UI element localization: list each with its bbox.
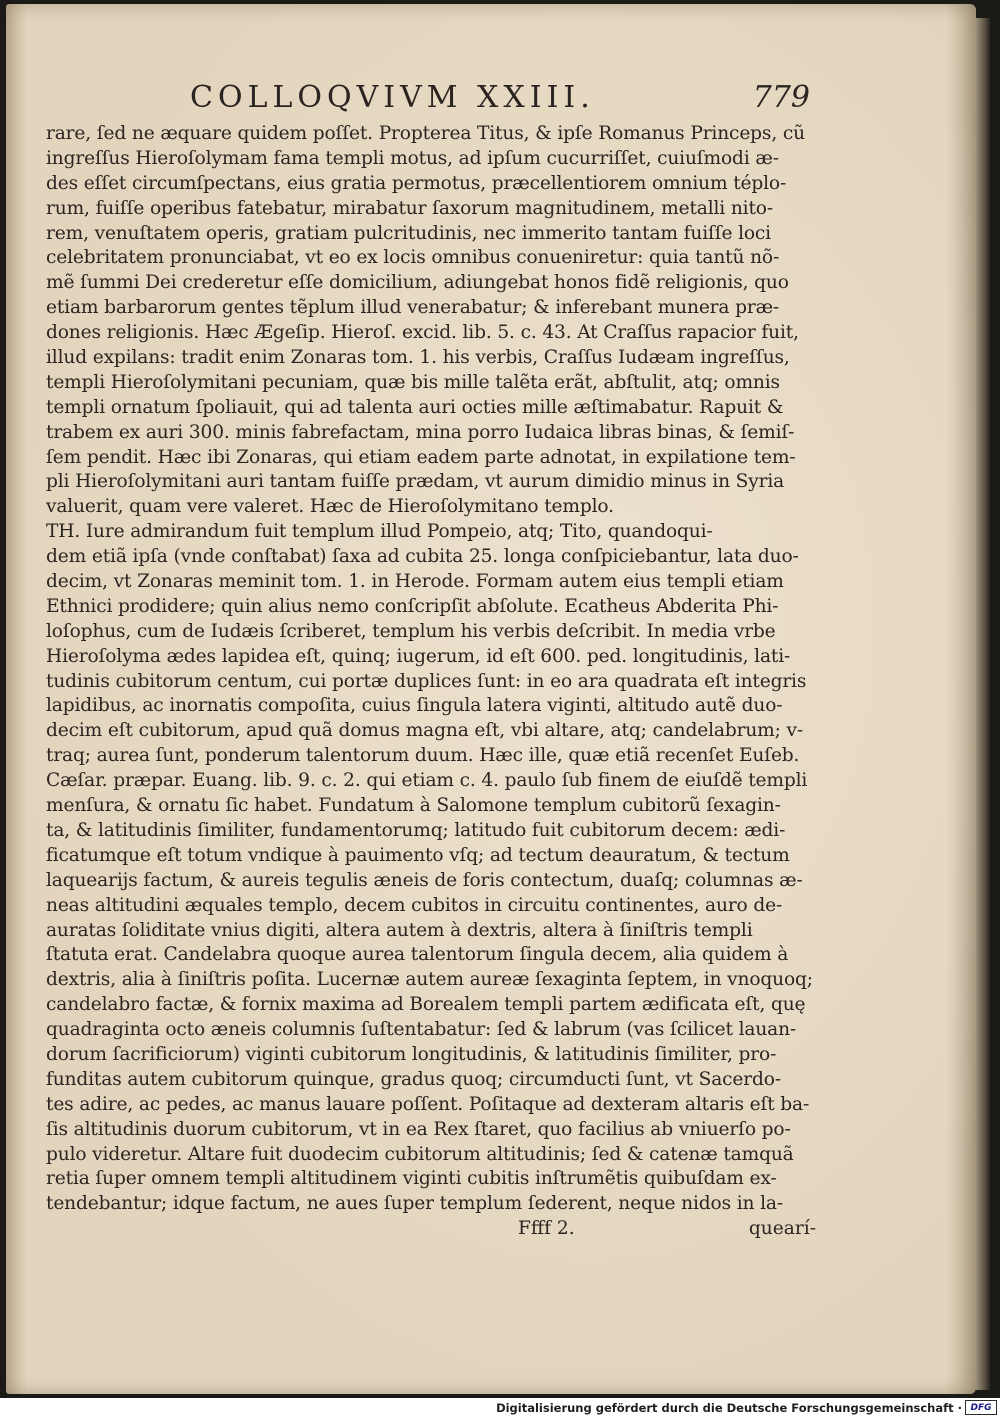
text-line: dones religionis. Hæc Ægeſip. Hieroſ. excid. lib. 5. c. 43. At Craſſus rapacior fuit, <box>46 322 799 344</box>
page-edge <box>976 18 990 1390</box>
text-line: rum, fuiſſe operibus fatebatur, mirabatur ſaxorum magnitudinem, metalli nito- <box>46 197 773 219</box>
signature-mark: Ffff 2. <box>518 1218 575 1239</box>
text-line: ta, & latitudinis ſimiliter, fundamentorumq; latitudo fuit cubitorum decem: ædi- <box>46 819 786 841</box>
text-line: des eſſet circumſpectans, eius gratia permotus, præcellentiorem omnium téplo- <box>46 172 787 194</box>
text-line: rem, venuſtatem operis, gratiam pulcritudinis, nec immerito tantam fuiſſe loci <box>46 222 771 244</box>
text-line: dextris, alia à ſiniſtris poſita. Lucernæ autem aureæ ſexaginta ſeptem, in vnoquoq; <box>46 969 813 991</box>
text-line: lapidibus, ac inornatis compoſita, cuius ſingula latera viginti, altitudo autẽ duo- <box>46 695 783 717</box>
text-line: TH. Iure admirandum fuit templum illud Pompeio, atq; Tito, quandoqui- <box>46 521 713 543</box>
text-line: ſtatuta erat. Candelabra quoque aurea talentorum ſingula decem, alia quidem à <box>46 944 789 966</box>
text-line: ingreſſus Hieroſolymam fama templi motus, ad ipſum cucurriſſet, cuiuſmodi æ- <box>46 147 779 169</box>
text-line: valuerit, quam vere valeret. Hæc de Hieroſolymitano templo. <box>46 496 614 518</box>
text-line: ficatumque eſt totum vndique à pauimento vſq; ad tectum deauratum, & tectum <box>46 844 790 866</box>
page-header <box>190 76 810 120</box>
text-line: rare, ſed ne æquare quidem poſſet. Propterea Titus, & ipſe Romanus Princeps, cũ <box>46 123 805 144</box>
text-line: funditas autem cubitorum quinque, gradus quoq; circumducti ſunt, vt Sacerdo- <box>46 1068 781 1090</box>
text-line: trabem ex auri 300. minis fabrefactam, mina porro Iudaica libras binas, & ſemiſ- <box>46 421 795 443</box>
text-line: Cæſar. præpar. Euang. lib. 9. c. 2. qui etiam c. 4. paulo ſub finem de eiuſdẽ templi <box>46 770 808 792</box>
text-line: Ethnici prodidere; quin alius nemo conſcripſit abſolute. Ecatheus Abderita Phi- <box>46 595 779 617</box>
running-title: COLLOQVIVM XXIII. <box>190 80 595 115</box>
text-line: dem etiã ipſa (vnde conſtabat) ſaxa ad cubita 25. longa conſpiciebantur, lata duo- <box>46 546 799 568</box>
text-line: decim eſt cubitorum, apud quã domus magna eſt, vbi altare, atq; candelabrum; v- <box>46 720 803 742</box>
text-line: templi Hieroſolymitani pecuniam, quæ bis mille talẽta erãt, abſtulit, atq; omnis <box>46 371 780 393</box>
funding-notice: Digitalisierung gefördert durch die Deutsche Forschungsgemeinschaft · <box>496 1401 962 1415</box>
text-line: retia ſuper omnem templi altitudinem viginti cubitis inſtrumẽtis quibuſdam ex- <box>46 1168 777 1190</box>
text-line: Hieroſolyma ædes lapidea eſt, quinq; iugerum, id eſt 600. ped. longitudinis, lati- <box>46 645 791 667</box>
text-line: ſem pendit. Hæc ibi Zonaras, qui etiam eadem parte adnotat, in expilatione tem- <box>46 446 796 468</box>
text-line: tendebantur; idque factum, ne aues ſuper templum ſederent, neque nidos in la- <box>46 1193 783 1215</box>
dfg-logo-icon: DFG <box>965 1400 997 1415</box>
text-line: candelabro factæ, & fornix maxima ad Borealem templi partem ædificata eſt, quę <box>46 994 806 1016</box>
text-line: menſura, & ornatu ſic habet. Fundatum à Salomone templum cubitorũ ſexagin- <box>46 795 781 817</box>
text-line: celebritatem pronunciabat, vt eo ex locis omnibus conueniretur: quia tantũ nõ- <box>46 247 780 269</box>
text-line: decim, vt Zonaras meminit tom. 1. in Herode. Formam autem eius templi etiam <box>46 571 784 593</box>
footer-bar <box>0 1398 1000 1419</box>
text-line: mẽ ſummi Dei crederetur eſſe domicilium, adiungebat honos fidẽ religionis, quo <box>46 272 789 294</box>
text-line: laquearijs factum, & aureis tegulis æneis de foris contectum, duaſq; columnas æ- <box>46 869 803 891</box>
page-number: 779 <box>752 80 810 115</box>
text-line: auratas ſoliditate vnius digiti, altera autem à dextris, altera à ſiniſtris templi <box>46 919 753 941</box>
text-line: templi ornatum ſpoliauit, qui ad talenta auri octies mille æſtimabatur. Rapuit & <box>46 396 784 418</box>
text-line: dorum ſacrificiorum) viginti cubitorum longitudinis, & latitudinis ſimiliter, pro- <box>46 1043 777 1065</box>
catchword: quearí- <box>748 1218 816 1239</box>
text-line: quadraginta octo æneis columnis ſuſtentabatur: ſed & labrum (vas ſcilicet lauan- <box>46 1019 797 1041</box>
text-line: loſophus, cum de Iudæis ſcriberet, templum his verbis deſcribit. In media vrbe <box>46 620 776 642</box>
text-line: traq; aurea ſunt, ponderum talentorum duum. Hæc ille, quæ etiã recenſet Euſeb. <box>46 745 800 767</box>
text-line: pulo videretur. Altare fuit duodecim cubitorum altitudinis; ſed & catenæ tamquã <box>46 1143 794 1165</box>
text-line: etiam barbarorum gentes tẽplum illud venerabatur; & inferebant munera præ- <box>46 297 780 319</box>
catchline <box>510 1218 816 1248</box>
text-line: tes adire, ac pedes, ac manus lauare poſſent. Poſitaque ad dexteram altaris eſt ba- <box>46 1093 810 1115</box>
text-line: tudinis cubitorum centum, cui portæ duplices ſunt: in eo ara quadrata eſt integris <box>46 670 807 692</box>
text-line: ſis altitudinis duorum cubitorum, vt in ea Rex ſtaret, quo facilius ab vniuerſo po- <box>46 1118 791 1140</box>
body-text <box>46 122 814 1217</box>
text-line: illud expilans: tradit enim Zonaras tom. 1. his verbis, Craſſus Iudæam ingreſſus, <box>46 347 790 369</box>
text-line: pli Hieroſolymitani auri tantam fuiſſe prædam, vt aurum dimidio minus in Syria <box>46 471 785 493</box>
text-line: neas altitudini æquales templo, decem cubitos in circuitu continentes, auro de- <box>46 894 783 916</box>
